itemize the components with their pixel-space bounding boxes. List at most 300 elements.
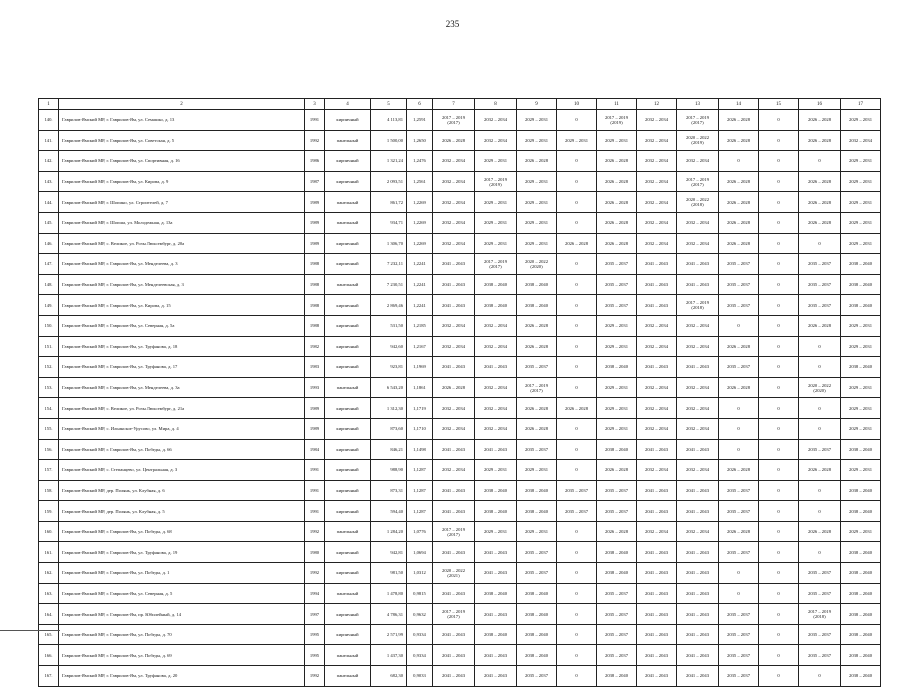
table-cell: 2026 – 2028 <box>799 110 841 131</box>
table-cell: 2038 – 2040 <box>517 604 557 625</box>
table-cell: 1992 <box>305 130 325 151</box>
table-cell: Гаврилов-Ямский МР, с. Великое, ул. Розы Люксембург, д. 21а <box>59 398 305 419</box>
table-row <box>39 398 881 419</box>
table-cell: 2032 – 2034 <box>433 233 475 254</box>
table-cell: 1988 <box>305 274 325 295</box>
table-cell: 2026 – 2028 <box>597 233 637 254</box>
table-cell: Гаврилов-Ямский МР, дер. Полянь, ул. Клубная, д. 6 <box>59 480 305 501</box>
table-cell: 0 <box>799 666 841 687</box>
table-cell: 2038 – 2040 <box>597 357 637 378</box>
table-cell: 2026 – 2028 <box>719 521 759 542</box>
table-cell: 2035 – 2037 <box>517 542 557 563</box>
table-cell: 2 869,46 <box>371 295 407 316</box>
table-cell: 1,0694 <box>407 542 433 563</box>
table-cell: 2029 – 2031 <box>597 418 637 439</box>
table-cell: 2026 – 2028 <box>719 130 759 151</box>
table-cell: 1988 <box>305 315 325 336</box>
table-cell: кирпичный <box>325 604 371 625</box>
table-cell: 2041 – 2043 <box>433 542 475 563</box>
table-cell: 2035 – 2037 <box>799 563 841 584</box>
table-cell: 2020 – 2022 (2020) <box>517 254 557 275</box>
table-cell: 2041 – 2043 <box>637 666 677 687</box>
table-cell: Гаврилов-Ямский МР, г. Гаврилов-Ям, пр. Юбилейный, д. 14 <box>59 604 305 625</box>
table-cell: 2026 – 2028 <box>517 151 557 172</box>
table-cell: 2029 – 2031 <box>841 192 881 213</box>
table-cell: 2041 – 2043 <box>637 439 677 460</box>
table-row <box>39 645 881 666</box>
table-cell: 0 <box>557 212 597 233</box>
table-cell: 154. <box>39 398 59 419</box>
table-cell: 0 <box>759 315 799 336</box>
table-cell: 1988 <box>305 254 325 275</box>
table-cell: Гаврилов-Ямский МР, г. Гаврилов-Ям, ул. Труфанова, д. 17 <box>59 357 305 378</box>
table-cell: 1,1287 <box>407 480 433 501</box>
table-cell: 2041 – 2043 <box>637 480 677 501</box>
table-cell: 0 <box>557 315 597 336</box>
table-cell: Гаврилов-Ямский МР, г. Гаврилов-Ям, ул. Кирова, д. 15 <box>59 295 305 316</box>
table-cell: кирпичный <box>325 151 371 172</box>
table-row <box>39 460 881 481</box>
table-cell: 2035 – 2037 <box>597 501 637 522</box>
table-cell: 2032 – 2034 <box>637 315 677 336</box>
table-cell: 2035 – 2037 <box>557 480 597 501</box>
column-number-8: 8 <box>475 99 517 110</box>
table-cell: 2029 – 2031 <box>841 377 881 398</box>
page-number: 235 <box>445 19 460 29</box>
table-cell: 2026 – 2028 <box>719 336 759 357</box>
table-cell: 2038 – 2040 <box>841 501 881 522</box>
table-cell: 1 312,30 <box>371 398 407 419</box>
table-cell: 0 <box>799 398 841 419</box>
table-cell: 2029 – 2031 <box>475 192 517 213</box>
table-cell: 0 <box>557 439 597 460</box>
footnote-rule <box>0 630 60 631</box>
table-cell: 1989 <box>305 212 325 233</box>
table-cell: 2026 – 2028 <box>799 212 841 233</box>
table-cell: 0 <box>557 192 597 213</box>
housing-schedule-table-wrap <box>38 98 880 687</box>
table-cell: кирпичный <box>325 501 371 522</box>
table-cell: 160. <box>39 521 59 542</box>
table-cell: 2029 – 2031 <box>475 212 517 233</box>
table-row <box>39 171 881 192</box>
table-cell: 2038 – 2040 <box>517 501 557 522</box>
table-cell: 2029 – 2031 <box>841 521 881 542</box>
table-cell: 2032 – 2034 <box>475 315 517 336</box>
table-cell: 2026 – 2028 <box>517 315 557 336</box>
table-cell: 2038 – 2040 <box>841 624 881 645</box>
table-cell: 2026 – 2028 <box>799 315 841 336</box>
table-row <box>39 604 881 625</box>
table-cell: кирпичный <box>325 398 371 419</box>
table-cell: 1,2561 <box>407 171 433 192</box>
table-cell: 2038 – 2040 <box>597 563 637 584</box>
column-number-15: 15 <box>759 99 799 110</box>
table-cell: 2026 – 2028 <box>597 171 637 192</box>
table-cell: 0 <box>759 604 799 625</box>
table-cell: 7 232,11 <box>371 254 407 275</box>
table-cell: 152. <box>39 357 59 378</box>
table-cell: 2029 – 2031 <box>517 171 557 192</box>
table-cell: 2026 – 2028 <box>719 460 759 481</box>
table-cell: 2017 – 2019 (2019) <box>475 171 517 192</box>
table-cell: 2029 – 2031 <box>841 398 881 419</box>
column-number-9: 9 <box>517 99 557 110</box>
table-cell: 2029 – 2031 <box>517 192 557 213</box>
table-cell: 0,9334 <box>407 645 433 666</box>
table-cell: 682,30 <box>371 666 407 687</box>
table-row <box>39 192 881 213</box>
table-cell: 2026 – 2028 <box>597 460 637 481</box>
table-cell: 2029 – 2031 <box>597 336 637 357</box>
table-cell: 0,9033 <box>407 666 433 687</box>
table-cell: 2032 – 2034 <box>433 171 475 192</box>
table-cell: 2041 – 2043 <box>637 254 677 275</box>
table-cell: 1987 <box>305 171 325 192</box>
table-cell: 2032 – 2034 <box>677 212 719 233</box>
table-cell: 2029 – 2031 <box>841 460 881 481</box>
table-cell: 1997 <box>305 604 325 625</box>
table-cell: 2041 – 2043 <box>637 624 677 645</box>
table-cell: 1,2241 <box>407 254 433 275</box>
table-cell: 1,2650 <box>407 130 433 151</box>
column-number-12: 12 <box>637 99 677 110</box>
table-cell: панельный <box>325 192 371 213</box>
table-cell: 2038 – 2040 <box>841 357 881 378</box>
table-cell: 2041 – 2043 <box>677 645 719 666</box>
table-cell: 2035 – 2037 <box>557 501 597 522</box>
table-cell: 2035 – 2037 <box>597 604 637 625</box>
table-cell: 0 <box>799 542 841 563</box>
table-cell: Гаврилов-Ямский МР, г. Гаврилов-Ям, ул. Труфанова, д. 20 <box>59 666 305 687</box>
table-cell: 2038 – 2040 <box>841 542 881 563</box>
table-cell: 2041 – 2043 <box>475 542 517 563</box>
table-cell: 2026 – 2028 <box>719 110 759 131</box>
table-cell: 2041 – 2043 <box>677 480 719 501</box>
table-row <box>39 212 881 233</box>
column-number-10: 10 <box>557 99 597 110</box>
table-cell: 861,72 <box>371 192 407 213</box>
table-cell: 0 <box>759 583 799 604</box>
table-cell: 2029 – 2031 <box>841 151 881 172</box>
table-cell: 4 113,81 <box>371 110 407 131</box>
table-cell: 2032 – 2034 <box>637 151 677 172</box>
table-cell: 2032 – 2034 <box>433 398 475 419</box>
table-cell: 2026 – 2028 <box>557 233 597 254</box>
table-cell: 0 <box>557 645 597 666</box>
table-cell: кирпичный <box>325 254 371 275</box>
table-cell: панельный <box>325 274 371 295</box>
table-cell: 2035 – 2037 <box>719 254 759 275</box>
table-cell: 2020 – 2022 (2021) <box>433 563 475 584</box>
table-cell: 144. <box>39 192 59 213</box>
table-cell: Гаврилов-Ямский МР, с. Ильинское-Урусово, ул. Мира, д. 4 <box>59 418 305 439</box>
table-cell: 2041 – 2043 <box>433 295 475 316</box>
table-cell: 934,71 <box>371 212 407 233</box>
table-cell: 2029 – 2031 <box>597 377 637 398</box>
table-cell: 2026 – 2028 <box>719 192 759 213</box>
table-cell: 146. <box>39 233 59 254</box>
table-cell: 2017 – 2019 (2018) <box>677 295 719 316</box>
table-cell: Гаврилов-Ямский МР, г. Гаврилов-Ям, ул. Победы, д. 69 <box>59 645 305 666</box>
column-number-16: 16 <box>799 99 841 110</box>
table-cell: 1989 <box>305 398 325 419</box>
table-cell: кирпичный <box>325 315 371 336</box>
table-cell: 988,90 <box>371 460 407 481</box>
table-cell: Гаврилов-Ямский МР, г. Гаврилов-Ям, ул. Менделеева, д. 3а <box>59 377 305 398</box>
table-row <box>39 542 881 563</box>
table-cell: 2038 – 2040 <box>841 604 881 625</box>
table-cell: 2026 – 2028 <box>597 212 637 233</box>
table-cell: 2041 – 2043 <box>637 357 677 378</box>
table-cell: 2032 – 2034 <box>677 521 719 542</box>
table-cell: 167. <box>39 666 59 687</box>
table-cell: 2026 – 2028 <box>597 192 637 213</box>
table-cell: 846,21 <box>371 439 407 460</box>
table-cell: панельный <box>325 130 371 151</box>
table-cell: Гаврилов-Ямский МР, г. Гаврилов-Ям, ул. Менделеева, д. 3 <box>59 254 305 275</box>
table-cell: 2032 – 2034 <box>637 171 677 192</box>
table-cell: 2035 – 2037 <box>799 274 841 295</box>
table-cell: 2041 – 2043 <box>637 542 677 563</box>
table-cell: панельный <box>325 377 371 398</box>
table-cell: 2041 – 2043 <box>637 604 677 625</box>
table-cell: 2 571,99 <box>371 624 407 645</box>
table-cell: 0 <box>759 418 799 439</box>
table-cell: 148. <box>39 274 59 295</box>
table-cell: 2026 – 2028 <box>517 336 557 357</box>
table-cell: 1982 <box>305 336 325 357</box>
table-cell: 2032 – 2034 <box>637 110 677 131</box>
column-number-6: 6 <box>407 99 433 110</box>
table-cell: 149. <box>39 295 59 316</box>
table-cell: 1991 <box>305 480 325 501</box>
table-cell: 1992 <box>305 666 325 687</box>
table-cell: 0,9632 <box>407 604 433 625</box>
table-cell: 0 <box>719 398 759 419</box>
table-cell: 0 <box>759 542 799 563</box>
table-cell: 0 <box>557 357 597 378</box>
table-row <box>39 130 881 151</box>
table-cell: 0 <box>557 254 597 275</box>
table-cell: 164. <box>39 604 59 625</box>
table-cell: 0 <box>799 418 841 439</box>
table-cell: 942,81 <box>371 542 407 563</box>
table-cell: 2041 – 2043 <box>433 583 475 604</box>
table-cell: 158. <box>39 480 59 501</box>
table-cell: 0 <box>759 357 799 378</box>
table-cell: 2038 – 2040 <box>841 254 881 275</box>
table-cell: 0 <box>557 274 597 295</box>
table-cell: 2026 – 2028 <box>557 398 597 419</box>
table-cell: 142. <box>39 151 59 172</box>
table-cell: 2017 – 2019 (2017) <box>433 110 475 131</box>
table-cell: Гаврилов-Ямский МР, г. Гаврилов-Ям, ул. Северная, д. 5а <box>59 315 305 336</box>
table-cell: 2041 – 2043 <box>677 542 719 563</box>
table-cell: 2032 – 2034 <box>677 418 719 439</box>
table-cell: 2026 – 2028 <box>597 151 637 172</box>
table-cell: 2032 – 2034 <box>677 460 719 481</box>
table-cell: 2029 – 2031 <box>841 212 881 233</box>
table-cell: 942,60 <box>371 336 407 357</box>
table-cell: 2038 – 2040 <box>475 583 517 604</box>
table-cell: 2032 – 2034 <box>637 418 677 439</box>
table-cell: 2041 – 2043 <box>677 439 719 460</box>
table-cell: Гаврилов-Ямский МР, г. Гаврилов-Ям, ул. Семашко, д. 13 <box>59 110 305 131</box>
table-cell: 2017 – 2019 (2017) <box>433 604 475 625</box>
table-cell: 2035 – 2037 <box>799 254 841 275</box>
table-cell: 0 <box>759 460 799 481</box>
table-cell: 2032 – 2034 <box>677 151 719 172</box>
table-cell: 2035 – 2037 <box>719 624 759 645</box>
table-cell: 2032 – 2034 <box>433 418 475 439</box>
table-cell: 2035 – 2037 <box>517 357 557 378</box>
table-cell: 2035 – 2037 <box>719 666 759 687</box>
column-number-13: 13 <box>677 99 719 110</box>
table-cell: кирпичный <box>325 542 371 563</box>
table-cell: 1995 <box>305 624 325 645</box>
table-cell: 2032 – 2034 <box>637 460 677 481</box>
table-cell: 150. <box>39 315 59 336</box>
table-cell: 2032 – 2034 <box>475 130 517 151</box>
table-cell: 0 <box>759 439 799 460</box>
table-cell: 2029 – 2031 <box>475 521 517 542</box>
table-cell: Гаврилов-Ямский МР, г. Гаврилов-Ям, ул. Труфанова, д. 18 <box>59 336 305 357</box>
column-number-7: 7 <box>433 99 475 110</box>
table-cell: 2026 – 2028 <box>799 130 841 151</box>
table-cell: 0 <box>759 563 799 584</box>
column-number-1: 1 <box>39 99 59 110</box>
table-cell: 2026 – 2028 <box>719 233 759 254</box>
table-row <box>39 377 881 398</box>
table-cell: 2029 – 2031 <box>475 233 517 254</box>
table-cell: 0 <box>557 151 597 172</box>
table-cell: 2041 – 2043 <box>677 666 719 687</box>
table-cell: 2035 – 2037 <box>517 666 557 687</box>
table-cell: Гаврилов-Ямский МР, г. Гаврилов-Ям, ул. Труфанова, д. 19 <box>59 542 305 563</box>
table-cell: 0 <box>759 501 799 522</box>
table-cell: 1,1969 <box>407 357 433 378</box>
table-cell: 1,2591 <box>407 110 433 131</box>
table-cell: Гаврилов-Ямский МР, г. Гаврилов-Ям, ул. Победы, д. 66 <box>59 439 305 460</box>
table-cell: 2029 – 2031 <box>841 315 881 336</box>
table-cell: 2038 – 2040 <box>517 624 557 645</box>
table-cell: 2035 – 2037 <box>719 357 759 378</box>
table-cell: 2029 – 2031 <box>597 130 637 151</box>
table-row <box>39 315 881 336</box>
table-cell: 2038 – 2040 <box>841 563 881 584</box>
table-cell: 0 <box>759 274 799 295</box>
table-cell: 2038 – 2040 <box>517 583 557 604</box>
table-cell: кирпичный <box>325 439 371 460</box>
table-cell: 2032 – 2034 <box>475 336 517 357</box>
table-cell: 1,0312 <box>407 563 433 584</box>
table-cell: 2029 – 2031 <box>597 398 637 419</box>
table-cell: 1,1710 <box>407 418 433 439</box>
table-cell: 1 500,00 <box>371 130 407 151</box>
table-cell: 2020 – 2022 (2019) <box>677 130 719 151</box>
table-cell: 2026 – 2028 <box>517 398 557 419</box>
table-cell: 1,2241 <box>407 274 433 295</box>
table-cell: 2038 – 2040 <box>841 480 881 501</box>
table-cell: 1,1287 <box>407 501 433 522</box>
table-cell: 873,31 <box>371 480 407 501</box>
table-cell: панельный <box>325 645 371 666</box>
table-cell: 1989 <box>305 192 325 213</box>
table-cell: кирпичный <box>325 336 371 357</box>
table-cell: 594,40 <box>371 501 407 522</box>
table-cell: 2035 – 2037 <box>517 563 557 584</box>
table-cell: 7 230,51 <box>371 274 407 295</box>
table-cell: 2032 – 2034 <box>433 315 475 336</box>
table-cell: 2032 – 2034 <box>677 398 719 419</box>
table-cell: 2029 – 2031 <box>841 233 881 254</box>
table-cell: 2041 – 2043 <box>433 439 475 460</box>
table-cell: 161. <box>39 542 59 563</box>
table-cell: 0 <box>759 398 799 419</box>
table-cell: 2041 – 2043 <box>433 624 475 645</box>
table-cell: 1,1719 <box>407 398 433 419</box>
table-cell: 165. <box>39 624 59 645</box>
table-cell: 2041 – 2043 <box>433 501 475 522</box>
table-cell: 2032 – 2034 <box>475 398 517 419</box>
table-cell: 2038 – 2040 <box>841 274 881 295</box>
table-cell: 2038 – 2040 <box>475 480 517 501</box>
table-cell: 0 <box>759 110 799 131</box>
table-cell: 2041 – 2043 <box>475 666 517 687</box>
table-cell: 0 <box>557 460 597 481</box>
table-cell: 2029 – 2031 <box>841 336 881 357</box>
table-cell: 1994 <box>305 583 325 604</box>
table-cell: 2041 – 2043 <box>433 480 475 501</box>
table-cell: 0 <box>557 418 597 439</box>
table-cell: 156. <box>39 439 59 460</box>
table-cell: 873,60 <box>371 418 407 439</box>
table-cell: 0 <box>557 171 597 192</box>
table-cell: 1 306,70 <box>371 233 407 254</box>
table-cell: 0 <box>557 110 597 131</box>
table-cell: 0 <box>759 377 799 398</box>
table-cell: 2041 – 2043 <box>637 274 677 295</box>
table-cell: 0 <box>719 563 759 584</box>
table-cell: 2035 – 2037 <box>719 542 759 563</box>
table-cell: 2032 – 2034 <box>475 377 517 398</box>
table-row <box>39 666 881 687</box>
table-cell: 0 <box>557 563 597 584</box>
table-cell: 1983 <box>305 357 325 378</box>
table-cell: 2035 – 2037 <box>799 439 841 460</box>
table-row <box>39 233 881 254</box>
table-cell: Гаврилов-Ямский МР, г. Шопша, ул. Молодежная, д. 13а <box>59 212 305 233</box>
table-cell: 2029 – 2031 <box>597 315 637 336</box>
table-cell: 2032 – 2034 <box>841 130 881 151</box>
table-cell: 145. <box>39 212 59 233</box>
table-row <box>39 254 881 275</box>
table-cell: 1 478,80 <box>371 583 407 604</box>
table-cell: 2032 – 2034 <box>677 336 719 357</box>
table-cell: 0 <box>799 357 841 378</box>
table-cell: 1992 <box>305 563 325 584</box>
table-cell: 2035 – 2037 <box>719 480 759 501</box>
table-cell: 2032 – 2034 <box>637 521 677 542</box>
table-cell: 2032 – 2034 <box>637 336 677 357</box>
table-cell: 0,9334 <box>407 624 433 645</box>
table-row <box>39 274 881 295</box>
table-cell: 2029 – 2031 <box>517 460 557 481</box>
table-cell: 2035 – 2037 <box>597 254 637 275</box>
table-cell: 0 <box>759 212 799 233</box>
table-cell: 2041 – 2043 <box>677 357 719 378</box>
